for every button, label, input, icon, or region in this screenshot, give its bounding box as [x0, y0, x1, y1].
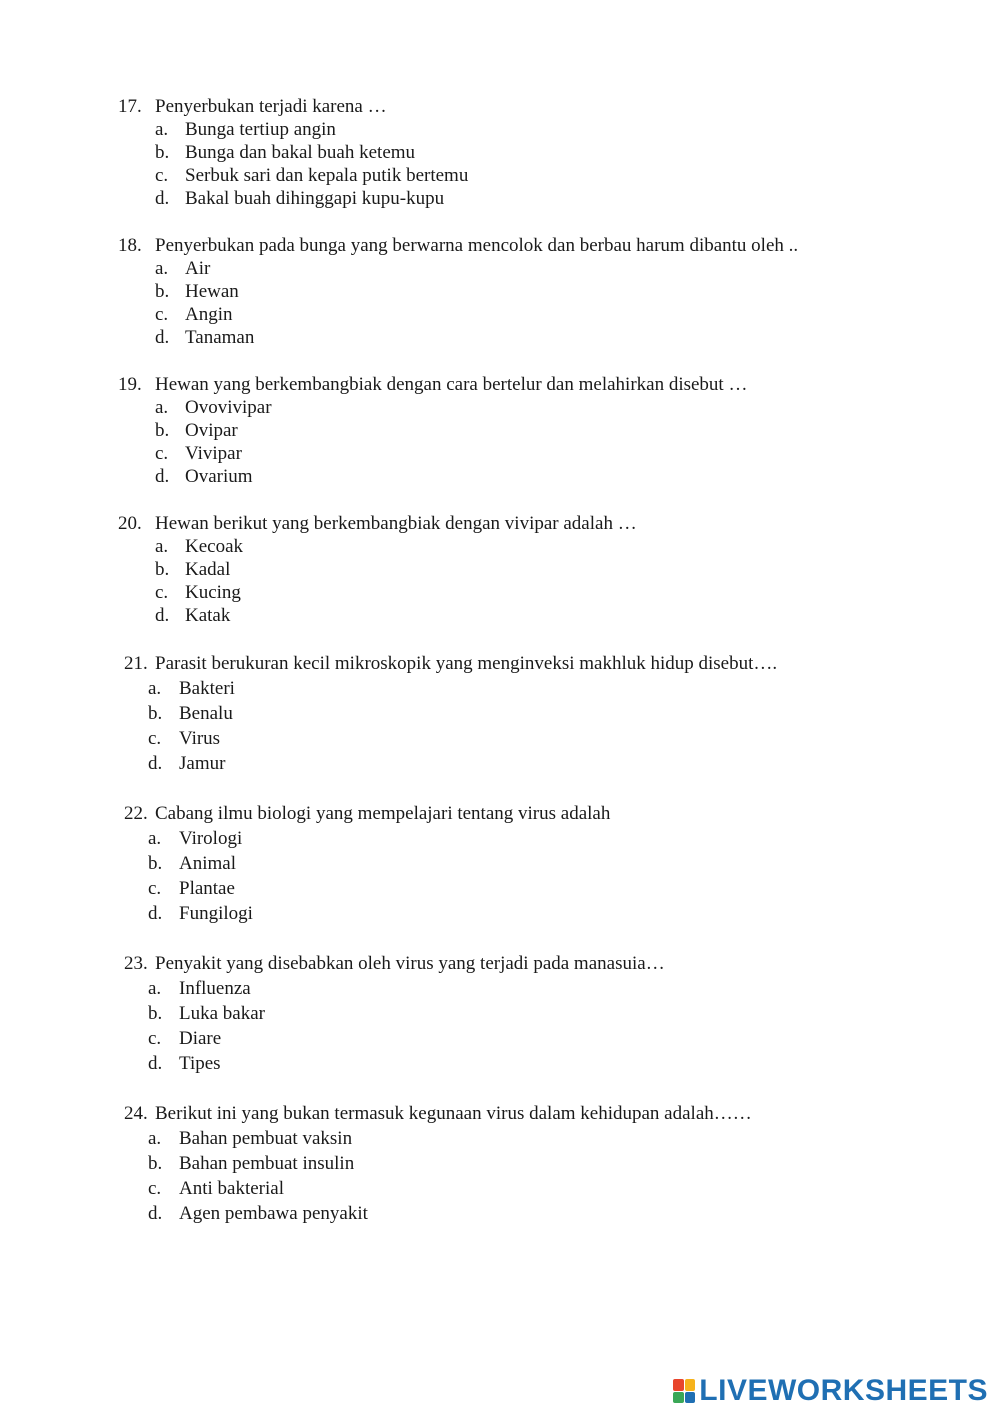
option-c [0, 726, 1000, 751]
option-c [0, 303, 1000, 326]
option-d [0, 1051, 1000, 1076]
option-letter: b. [155, 420, 170, 441]
option-text: Hewan [185, 281, 239, 302]
option-c [0, 1176, 1000, 1201]
option-c [0, 1026, 1000, 1051]
question-stem [0, 234, 1000, 257]
option-b [0, 1001, 1000, 1026]
question-stem [0, 651, 1000, 676]
option-letter: d. [148, 1053, 163, 1074]
option-text: Bunga dan bakal buah ketemu [185, 142, 416, 163]
option-a [0, 535, 1000, 558]
option-text: Animal [179, 853, 236, 874]
option-letter: d. [148, 753, 163, 774]
option-letter: a. [148, 1128, 162, 1149]
question-stem [0, 95, 1000, 118]
option-letter: d. [155, 327, 170, 348]
question-number: 21. [124, 653, 148, 674]
option-text: Angin [185, 304, 233, 325]
option-letter: a. [155, 397, 169, 418]
question-19 [0, 373, 1000, 488]
option-a [0, 976, 1000, 1001]
option-b [0, 141, 1000, 164]
option-text: Luka bakar [179, 1003, 265, 1024]
option-text: Virus [179, 728, 221, 749]
option-text: Bahan pembuat insulin [179, 1153, 355, 1174]
question-stem [0, 801, 1000, 826]
option-a [0, 676, 1000, 701]
question-18 [0, 234, 1000, 349]
question-number: 20. [118, 513, 142, 534]
option-text: Vivipar [185, 443, 242, 464]
option-a [0, 257, 1000, 280]
question-stem [0, 951, 1000, 976]
option-letter: d. [155, 188, 170, 209]
option-letter: c. [148, 878, 162, 899]
question-text: Hewan berikut yang berkembangbiak dengan vivipar adalah … [155, 513, 637, 534]
option-c [0, 876, 1000, 901]
option-a [0, 826, 1000, 851]
option-text: Air [185, 258, 211, 279]
option-d [0, 604, 1000, 627]
option-d [0, 751, 1000, 776]
option-text: Diare [179, 1028, 222, 1049]
question-number: 17. [118, 96, 142, 117]
option-b [0, 558, 1000, 581]
option-letter: c. [155, 304, 169, 325]
option-text: Serbuk sari dan kepala putik bertemu [185, 165, 469, 186]
option-d [0, 1201, 1000, 1226]
question-text: Berikut ini yang bukan termasuk kegunaan virus dalam kehidupan adalah…… [155, 1103, 752, 1124]
option-a [0, 396, 1000, 419]
option-text: Tipes [179, 1053, 221, 1074]
liveworksheets-logo-icon [673, 1379, 695, 1403]
option-letter: a. [155, 258, 169, 279]
option-text: Virologi [179, 828, 243, 849]
option-letter: b. [148, 703, 163, 724]
question-24 [0, 1101, 1000, 1226]
option-letter: a. [148, 978, 162, 999]
question-stem [0, 1101, 1000, 1126]
option-b [0, 1151, 1000, 1176]
logo-square [673, 1392, 684, 1404]
option-text: Bakal buah dihinggapi kupu-kupu [185, 188, 445, 209]
logo-square [673, 1379, 684, 1391]
question-text: Cabang ilmu biologi yang mempelajari tentang virus adalah [155, 803, 611, 824]
option-b [0, 851, 1000, 876]
question-21 [0, 651, 1000, 776]
option-d [0, 465, 1000, 488]
question-number: 23. [124, 953, 148, 974]
question-text: Penyerbukan pada bunga yang berwarna mencolok dan berbau harum dibantu oleh .. [155, 235, 799, 256]
option-d [0, 187, 1000, 210]
question-text: Penyerbukan terjadi karena … [155, 96, 387, 117]
option-letter: a. [155, 119, 169, 140]
option-letter: d. [155, 605, 170, 626]
question-number: 19. [118, 374, 142, 395]
logo-square [685, 1379, 696, 1391]
option-letter: c. [148, 1028, 162, 1049]
option-letter: c. [155, 165, 169, 186]
option-b [0, 280, 1000, 303]
option-text: Ovarium [185, 466, 253, 487]
question-20 [0, 512, 1000, 627]
option-a [0, 118, 1000, 141]
option-text: Anti bakterial [179, 1178, 284, 1199]
option-text: Benalu [179, 703, 233, 724]
question-text: Parasit berukuran kecil mikroskopik yang menginveksi makhluk hidup disebut…. [155, 653, 778, 674]
option-letter: d. [148, 903, 163, 924]
option-b [0, 701, 1000, 726]
option-letter: b. [155, 281, 170, 302]
option-b [0, 419, 1000, 442]
option-text: Agen pembawa penyakit [179, 1203, 368, 1224]
option-text: Kadal [185, 559, 231, 580]
option-c [0, 164, 1000, 187]
logo-square [685, 1392, 696, 1404]
option-text: Ovovivipar [185, 397, 272, 418]
option-d [0, 326, 1000, 349]
option-text: Tanaman [185, 327, 255, 348]
option-text: Fungilogi [179, 903, 253, 924]
option-text: Jamur [179, 753, 226, 774]
question-23 [0, 951, 1000, 1076]
option-text: Plantae [179, 878, 235, 899]
option-letter: c. [148, 728, 162, 749]
option-text: Kecoak [185, 536, 244, 557]
option-letter: d. [155, 466, 170, 487]
brand-name: LIVEWORKSHEETS [699, 1374, 988, 1407]
liveworksheets-brand [673, 1376, 988, 1406]
question-22 [0, 801, 1000, 926]
option-text: Bahan pembuat vaksin [179, 1128, 353, 1149]
question-number: 22. [124, 803, 148, 824]
option-letter: b. [148, 1153, 163, 1174]
option-letter: b. [155, 559, 170, 580]
option-text: Ovipar [185, 420, 238, 441]
option-text: Bakteri [179, 678, 235, 699]
option-text: Influenza [179, 978, 251, 999]
option-letter: b. [155, 142, 170, 163]
question-17 [0, 95, 1000, 210]
question-stem [0, 373, 1000, 396]
option-letter: a. [148, 678, 162, 699]
option-text: Bunga tertiup angin [185, 119, 336, 140]
option-c [0, 581, 1000, 604]
question-stem [0, 512, 1000, 535]
option-letter: d. [148, 1203, 163, 1224]
option-d [0, 901, 1000, 926]
option-letter: c. [155, 443, 169, 464]
option-text: Katak [185, 605, 231, 626]
option-a [0, 1126, 1000, 1151]
option-letter: c. [155, 582, 169, 603]
option-letter: a. [155, 536, 169, 557]
option-c [0, 442, 1000, 465]
question-text: Hewan yang berkembangbiak dengan cara bertelur dan melahirkan disebut … [155, 374, 748, 395]
option-letter: c. [148, 1178, 162, 1199]
option-letter: b. [148, 853, 163, 874]
option-text: Kucing [185, 582, 241, 603]
question-number: 18. [118, 235, 142, 256]
question-number: 24. [124, 1103, 148, 1124]
question-text: Penyakit yang disebabkan oleh virus yang terjadi pada manasuia… [155, 953, 665, 974]
option-letter: b. [148, 1003, 163, 1024]
option-letter: a. [148, 828, 162, 849]
